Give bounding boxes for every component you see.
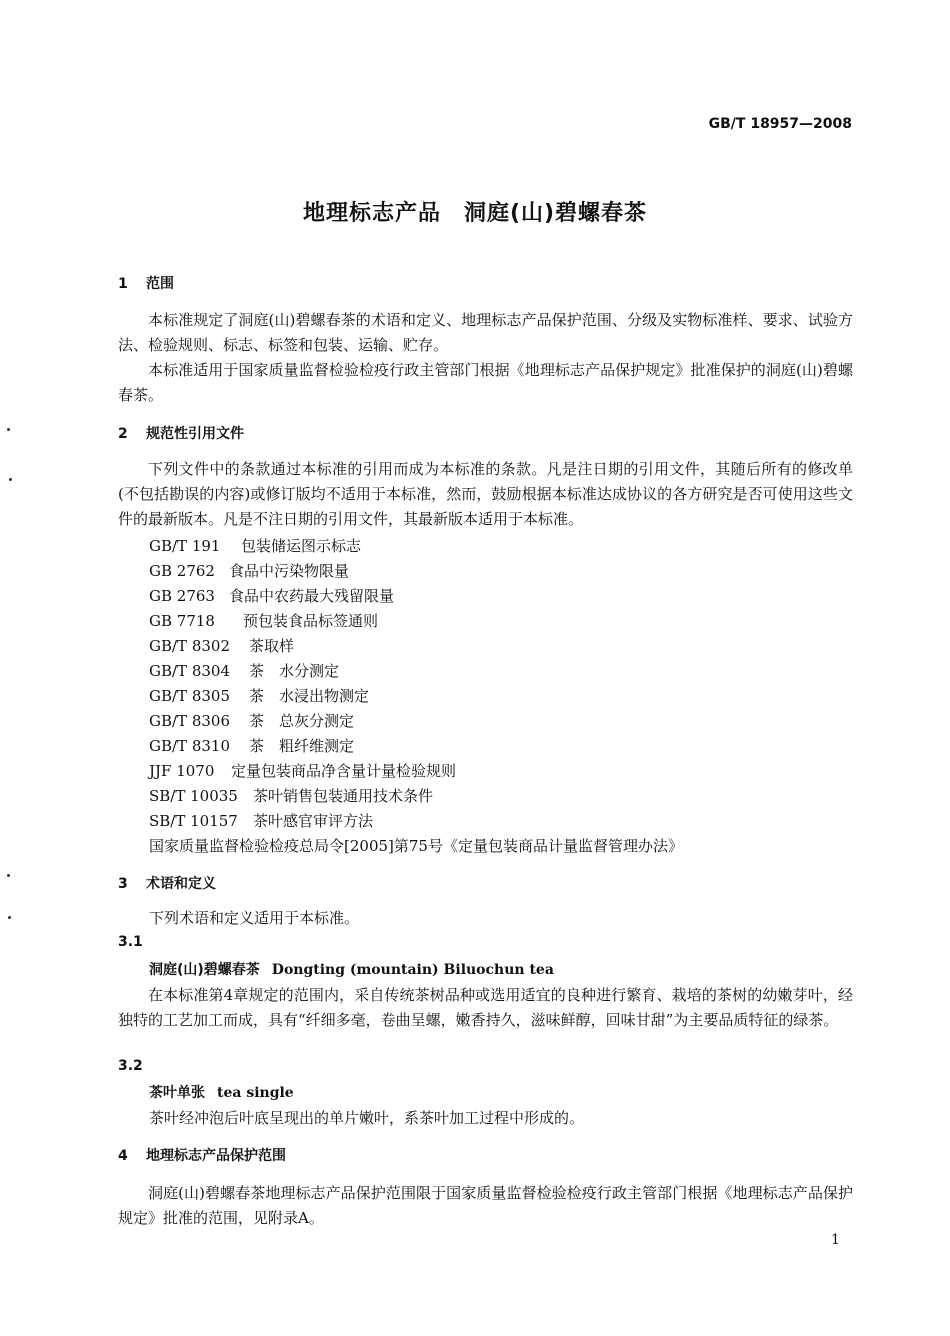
section-title: 地理标志产品保护范围 <box>146 1148 286 1164</box>
section-3-heading <box>118 873 216 893</box>
reference-code: GB 2763 <box>149 587 215 605</box>
reference-code: GB/T 8306 <box>149 712 231 730</box>
reference-title: 茶取样 <box>249 637 295 655</box>
reference-title: 茶 粗纤维测定 <box>249 737 355 755</box>
section-title: 术语和定义 <box>146 876 216 892</box>
scan-speck <box>7 874 10 877</box>
section-title: 规范性引用文件 <box>146 426 244 442</box>
reference-code: GB/T 8304 <box>149 662 231 680</box>
term-cn: 茶叶单张 <box>149 1085 205 1101</box>
scope-paragraph-1: 本标准规定了洞庭(山)碧螺春茶的术语和定义、地理标志产品保护范围、分级及实物标准样、要求、试验方法、检验规则、标志、标签和包装、运输、贮存。 <box>118 311 853 354</box>
term-en: tea single <box>217 1085 294 1101</box>
reference-item <box>149 610 378 631</box>
reference-code: GB 7718 <box>149 612 215 630</box>
reference-decree: 国家质量监督检验检疫总局令[2005]第75号《定量包装商品计量监督管理办法》 <box>149 837 683 855</box>
term-definition: 在本标准第4章规定的范围内，采自传统茶树品种或选用适宜的良种进行繁育、栽培的茶树的幼嫩芽叶，经独特的工艺加工而成，具有“纤细多毫，卷曲呈螺，嫩香持久，滋味鲜醇，回味甘甜”为主要品质特征的绿茶。 <box>118 986 853 1029</box>
reference-code: GB 2762 <box>149 562 215 580</box>
reference-title: 茶 总灰分测定 <box>249 712 355 730</box>
standard-number: GB/T 18957—2008 <box>708 116 852 132</box>
reference-item <box>149 535 361 556</box>
term-heading <box>149 959 554 979</box>
reference-title: 预包装食品标签通则 <box>243 612 379 630</box>
section-4-heading <box>118 1145 286 1165</box>
reference-item <box>149 785 433 806</box>
reference-title: 食品中农药最大残留限量 <box>229 587 395 605</box>
scan-speck <box>8 916 11 919</box>
reference-item <box>149 685 369 706</box>
reference-code: JJF 1070 <box>149 762 215 780</box>
term-number: 3.1 <box>118 934 143 950</box>
reference-item <box>149 735 354 756</box>
reference-title: 茶叶感官审评方法 <box>253 812 374 830</box>
section-1-heading <box>118 273 174 293</box>
section-title: 范围 <box>146 276 174 292</box>
reference-item <box>149 635 294 656</box>
reference-code: SB/T 10157 <box>149 812 238 830</box>
term-heading <box>149 1082 294 1102</box>
section-number: 4 <box>118 1148 128 1164</box>
term-number: 3.2 <box>118 1058 143 1074</box>
section-number: 3 <box>118 876 128 892</box>
reference-code: GB/T 8305 <box>149 687 231 705</box>
reference-code: GB/T 191 <box>149 537 221 555</box>
reference-code: GB/T 8302 <box>149 637 231 655</box>
reference-item <box>149 760 456 781</box>
section-2-heading <box>118 423 244 443</box>
term-cn: 洞庭(山)碧螺春茶 <box>149 962 260 978</box>
normative-intro: 下列文件中的条款通过本标准的引用而成为本标准的条款。凡是注日期的引用文件，其随后所有的修改单(不包括勘误的内容)或修订版均不适用于本标准，然而，鼓励根据本标准达成协议的各方研究是否可使用这些文件的最新版本。凡是不注日期的引用文件，其最新版本适用于本标准。 <box>118 460 853 528</box>
protection-paragraph: 洞庭(山)碧螺春茶地理标志产品保护范围限于国家质量监督检验检疫行政主管部门根据《地理标志产品保护规定》批准的范围，见附录A。 <box>118 1184 853 1227</box>
scan-speck <box>9 478 12 481</box>
section-number: 2 <box>118 426 128 442</box>
reference-item <box>149 560 349 581</box>
reference-item <box>149 585 394 606</box>
reference-item <box>149 660 339 681</box>
page-number: 1 <box>831 1232 840 1248</box>
reference-title: 茶 水分测定 <box>249 662 340 680</box>
reference-code: GB/T 8310 <box>149 737 231 755</box>
reference-title: 茶 水浸出物测定 <box>249 687 370 705</box>
reference-title: 定量包装商品净含量计量检验规则 <box>231 762 457 780</box>
scan-speck <box>7 428 10 431</box>
reference-item <box>149 810 373 831</box>
reference-title: 茶叶销售包装通用技术条件 <box>253 787 434 805</box>
reference-item <box>149 710 354 731</box>
section-number: 1 <box>118 276 128 292</box>
term-en: Dongting (mountain) Biluochun tea <box>271 962 554 978</box>
document-title: 地理标志产品 洞庭(山)碧螺春茶 <box>302 201 648 226</box>
reference-title: 食品中污染物限量 <box>229 562 350 580</box>
terms-intro: 下列术语和定义适用于本标准。 <box>149 909 360 927</box>
term-definition: 茶叶经冲泡后叶底呈现出的单片嫩叶，系茶叶加工过程中形成的。 <box>149 1109 585 1127</box>
reference-title: 包装储运图示标志 <box>241 537 362 555</box>
reference-code: SB/T 10035 <box>149 787 238 805</box>
scope-paragraph-2: 本标准适用于国家质量监督检验检疫行政主管部门根据《地理标志产品保护规定》批准保护的洞庭(山)碧螺春茶。 <box>118 361 853 404</box>
